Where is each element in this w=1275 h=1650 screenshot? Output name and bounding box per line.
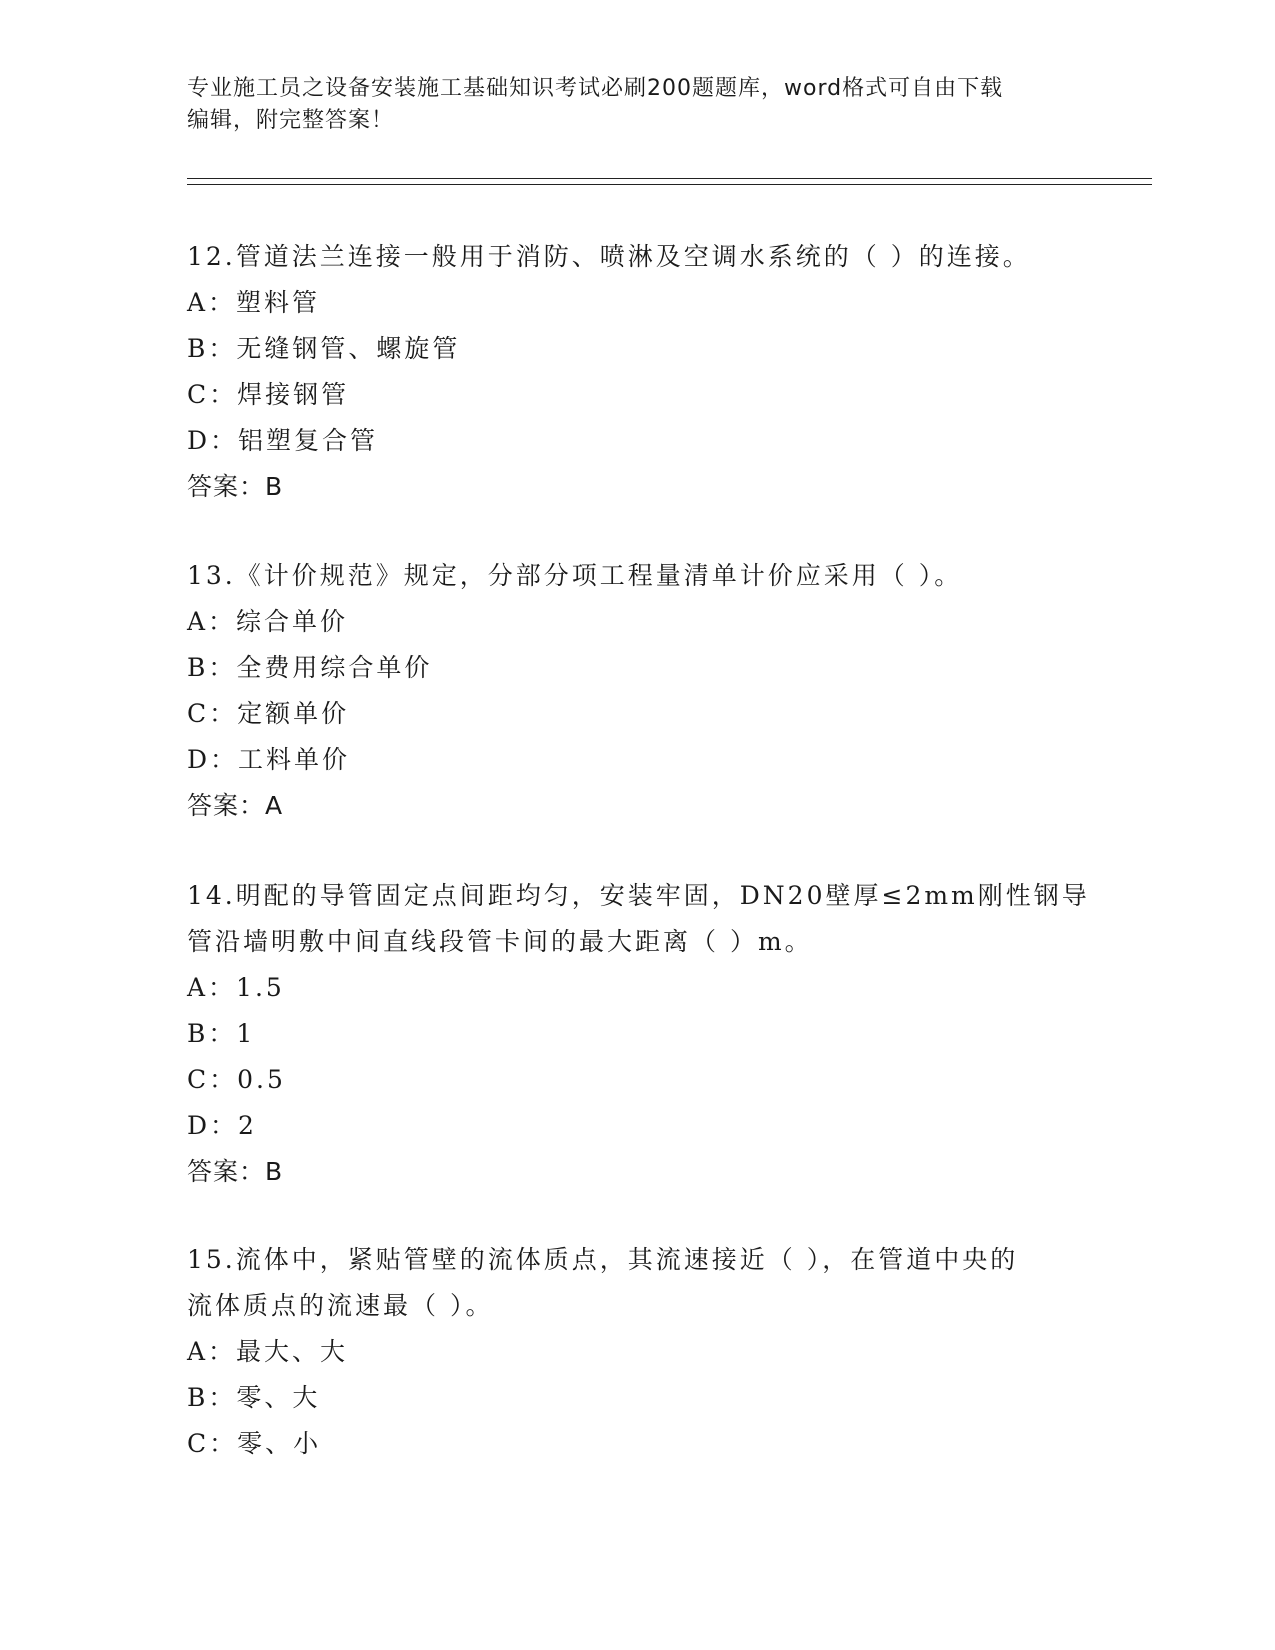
option-c: C：0.5: [187, 1065, 286, 1094]
answer-label: 答案：B: [187, 472, 284, 501]
option-b: B：1: [187, 1019, 256, 1048]
option-a: A：1.5: [187, 973, 285, 1002]
question-stem-line-2: 流体质点的流速最（ ）。: [187, 1291, 494, 1320]
option-d: D：铝塑复合管: [187, 426, 379, 455]
option-b: B：无缝钢管、螺旋管: [187, 334, 461, 363]
option-a: A：综合单价: [187, 607, 349, 636]
document-header: [187, 73, 1067, 137]
question-stem-line-2: 管沿墙明敷中间直线段管卡间的最大距离（ ）m。: [187, 927, 813, 956]
header-divider: [187, 178, 1152, 185]
header-title-line-2: 编辑，附完整答案！: [187, 108, 395, 133]
option-c: C：零、小: [187, 1429, 322, 1458]
question-stem-line-1: 15.流体中，紧贴管壁的流体质点，其流速接近（ ），在管道中央的: [187, 1245, 1019, 1274]
option-b: B：零、大: [187, 1383, 321, 1412]
question-15: [187, 1237, 1107, 1467]
option-b: B：全费用综合单价: [187, 653, 433, 682]
option-a: A：最大、大: [187, 1337, 349, 1366]
question-13: [187, 553, 1107, 829]
answer-label: 答案：A: [187, 791, 284, 820]
option-d: D：2: [187, 1111, 257, 1140]
question-stem: 13.《计价规范》规定，分部分项工程量清单计价应采用（ ）。: [187, 561, 963, 590]
question-12: [187, 234, 1107, 510]
question-14: [187, 873, 1107, 1195]
option-c: C：焊接钢管: [187, 380, 350, 409]
option-c: C：定额单价: [187, 699, 350, 728]
option-a: A：塑料管: [187, 288, 321, 317]
question-stem-line-1: 14.明配的导管固定点间距均匀，安装牢固，DN20壁厚≤2mm刚性钢导: [187, 881, 1090, 910]
header-title-line-1: 专业施工员之设备安装施工基础知识考试必刷200题题库，word格式可自由下载: [187, 76, 1004, 101]
question-stem: 12.管道法兰连接一般用于消防、喷淋及空调水系统的（ ）的连接。: [187, 242, 1031, 271]
answer-label: 答案：B: [187, 1157, 284, 1186]
option-d: D：工料单价: [187, 745, 351, 774]
